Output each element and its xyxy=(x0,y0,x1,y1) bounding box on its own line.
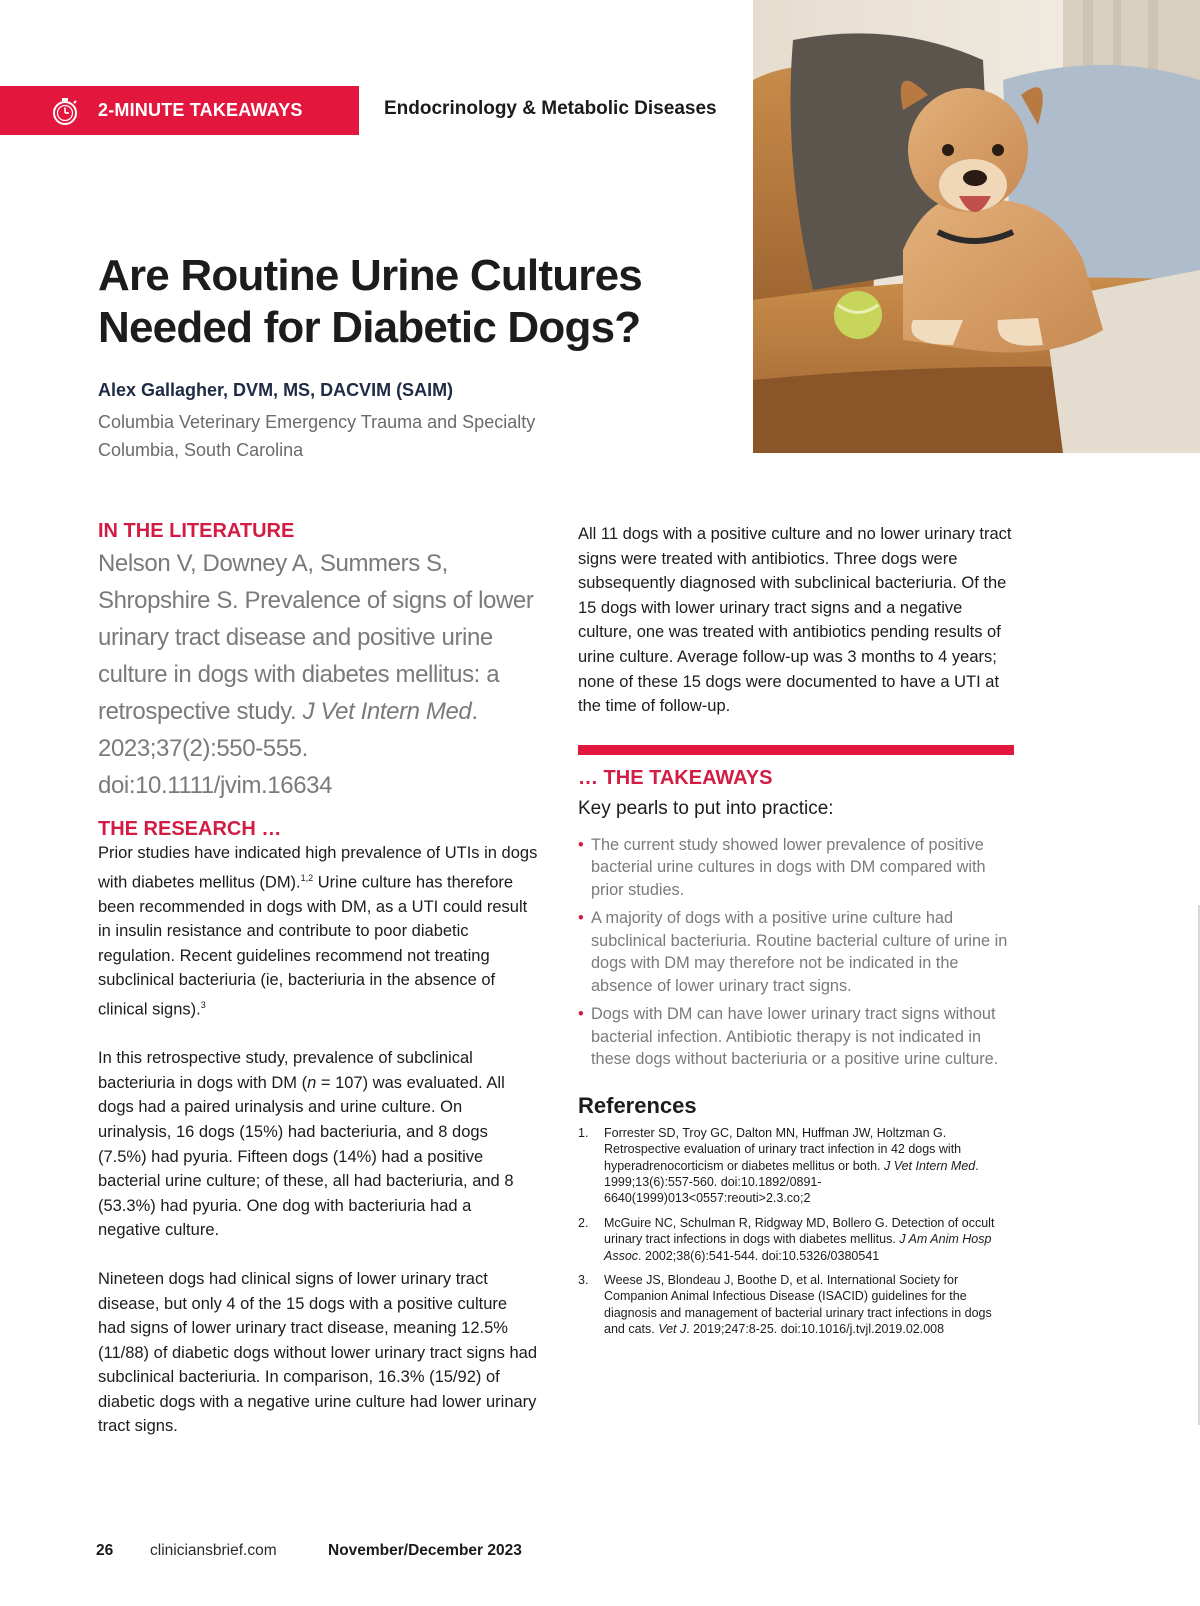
reference-authors-title: Weese JS, Blondeau J, Boothe D, et al. International Society for Companion Animal Infectious Disease (ISACID) guidelines for the diagnosis and management of bacterial urinary tract infections in dogs and cats. xyxy=(604,1273,992,1337)
takeaways-heading: … THE TAKEAWAYS xyxy=(578,766,773,789)
literature-heading: IN THE LITERATURE xyxy=(98,520,295,542)
title-line-1: Are Routine Urine Cultures xyxy=(98,251,642,300)
takeaways-subheading: Key pearls to put into practice: xyxy=(578,797,834,819)
research-p1-text-a: Prior studies have indicated high prevalence of UTIs in dogs with diabetes mellitus (DM). xyxy=(98,844,538,892)
category-label: Endocrinology & Metabolic Diseases xyxy=(384,98,717,119)
article-title xyxy=(98,250,698,354)
takeaways-list xyxy=(578,834,1014,1071)
section-banner xyxy=(0,86,359,135)
research-p1-superscript-2: 3 xyxy=(200,1000,206,1011)
reference-number: 1. xyxy=(578,1125,589,1140)
reference-details: . 2019;247:8-25. doi:10.1016/j.tvjl.2019.02.008 xyxy=(686,1322,945,1337)
author-name: Alex Gallagher, DVM, MS, DACVIM (SAIM) xyxy=(98,380,454,400)
reference-authors-title: Forrester SD, Troy GC, Dalton MN, Huffman JW, Holtzman G. Retrospective evaluation of urinary tract infection in 42 dogs with hyperadrenocorticism or diabetes mellitus or both. xyxy=(604,1125,962,1173)
research-p1-superscript-1: 1,2 xyxy=(300,872,314,883)
reference-item xyxy=(578,1125,1014,1207)
stopwatch-icon xyxy=(50,96,80,126)
left-column xyxy=(98,520,538,1463)
reference-item xyxy=(578,1272,1014,1338)
takeaway-text: A majority of dogs with a positive urine culture had subclinical bacteriuria. Routine bacterial culture of urine in dogs with DM may therefore not be indicated in the absence of lower urinary tract signs. xyxy=(591,909,1008,995)
affiliation-institution: Columbia Veterinary Emergency Trauma and Specialty xyxy=(98,412,536,432)
bullet-dot: • xyxy=(578,909,584,928)
reference-text xyxy=(604,1215,1014,1264)
reference-number: 3. xyxy=(578,1273,589,1287)
right-column xyxy=(578,522,1014,1346)
takeaway-text: The current study showed lower prevalence of positive bacterial urine cultures in dogs with DM compared with prior studies. xyxy=(591,835,986,899)
reference-journal: J Am Anim Hosp Assoc xyxy=(604,1232,992,1263)
reference-authors-title: McGuire NC, Schulman R, Ridgway MD, Bollero G. Detection of occult urinary tract infections in dogs with diabetes mellitus. xyxy=(604,1215,995,1247)
takeaway-item xyxy=(578,907,1014,997)
reference-text xyxy=(604,1125,1014,1207)
bullet-dot: • xyxy=(578,835,584,854)
research-p2-text-a: In this retrospective study, prevalence of subclinical bacteriuria in dogs with DM ( xyxy=(98,1049,473,1092)
research-paragraph-3: Nineteen dogs had clinical signs of lower urinary tract disease, but only 4 of the 15 dogs with a positive culture had signs of lower urinary tract disease, meaning 12.5% (11/88) of diabetic dogs without lower urinary tract signs had subclinical bacteriuria. In comparison, 16.3% (15/92) of diabetic dogs with a negative urine culture had lower urinary tract signs. xyxy=(98,1269,538,1436)
banner-label: 2-MINUTE TAKEAWAYS xyxy=(98,100,303,120)
research-paragraph-4: All 11 dogs with a positive culture and no lower urinary tract signs were treated with antibiotics. Three dogs were subsequently diagnosed with subclinical bacteriuria. Of the 15 dogs with lower urinary tract signs and a negative culture, one was treated with antibiotics pending results of urine culture. Average follow-up was 3 months to 4 years; none of these 15 dogs were documented to have a UTI at the time of follow-up. xyxy=(578,525,1012,716)
research-p2-n: n xyxy=(307,1073,317,1092)
references-heading: References xyxy=(578,1092,697,1118)
takeaway-item xyxy=(578,1003,1014,1071)
reference-details: . 2002;38(6):541-544. doi:10.5326/0380541 xyxy=(638,1248,880,1263)
reference-item xyxy=(578,1215,1014,1264)
reference-journal: J Vet Intern Med xyxy=(884,1158,976,1173)
page-footer xyxy=(96,1542,522,1560)
page-number: 26 xyxy=(96,1542,114,1559)
issue-date: November/December 2023 xyxy=(328,1542,522,1559)
research-p1-text-b: Urine culture has therefore been recommended in dogs with DM, as a UTI could result in insulin resistance and contribute to poor diabetic regulation. Recent guidelines recommend not treating subclinical bacteriuria (ie, bacteriuria in the absence of clinical signs). xyxy=(98,873,528,1019)
reference-journal: Vet J xyxy=(658,1322,687,1337)
citation-journal: J Vet Intern Med xyxy=(302,698,472,725)
affiliation-location: Columbia, South Carolina xyxy=(98,440,304,460)
research-heading: THE RESEARCH … xyxy=(98,818,282,840)
literature-citation xyxy=(98,545,538,804)
author-affiliation xyxy=(98,408,535,464)
reference-details: . 1999;13(6):557-560. doi:10.1892/0891-6640(1999)013<0557:reouti>2.3.co;2 xyxy=(604,1158,979,1206)
reference-number: 2. xyxy=(578,1215,589,1230)
research-paragraph-1 xyxy=(98,841,538,1022)
citation-text: Nelson V, Downey A, Summers S, Shropshire S. Prevalence of signs of lower urinary tract disease and positive urine culture in dogs with diabetes mellitus: a retrospective study. xyxy=(98,550,534,725)
dog-photo xyxy=(753,0,1200,453)
bullet-dot: • xyxy=(578,1005,584,1024)
research-p2-text-b: = 107) was evaluated. All dogs had a paired urinalysis and urine culture. On urinalysis, 16 dogs (15%) had bacteriuria, and 8 dogs (7.5%) had pyuria. Fifteen dogs (14%) had a positive bacterial urine culture; of these, all had bacteriuria, and 8 (53.3%) had pyuria. One dog with bacteriuria had a negative culture. xyxy=(98,1073,514,1240)
research-paragraph-2 xyxy=(98,1046,538,1243)
research-continued xyxy=(578,522,1014,719)
title-line-2: Needed for Diabetic Dogs? xyxy=(98,303,641,352)
reference-text xyxy=(604,1272,1014,1338)
research-body xyxy=(98,841,538,1439)
references-list xyxy=(578,1125,1014,1338)
takeaways-divider xyxy=(578,745,1014,755)
takeaway-item xyxy=(578,834,1014,902)
citation-details: . 2023;37(2):550-555. doi:10.1111/jvim.16634 xyxy=(98,698,478,799)
website-link[interactable]: cliniciansbrief.com xyxy=(150,1542,277,1559)
takeaway-text: Dogs with DM can have lower urinary tract signs without bacterial infection. Antibiotic therapy is not indicated in these dogs without bacteriuria or a positive urine culture. xyxy=(591,1005,999,1069)
